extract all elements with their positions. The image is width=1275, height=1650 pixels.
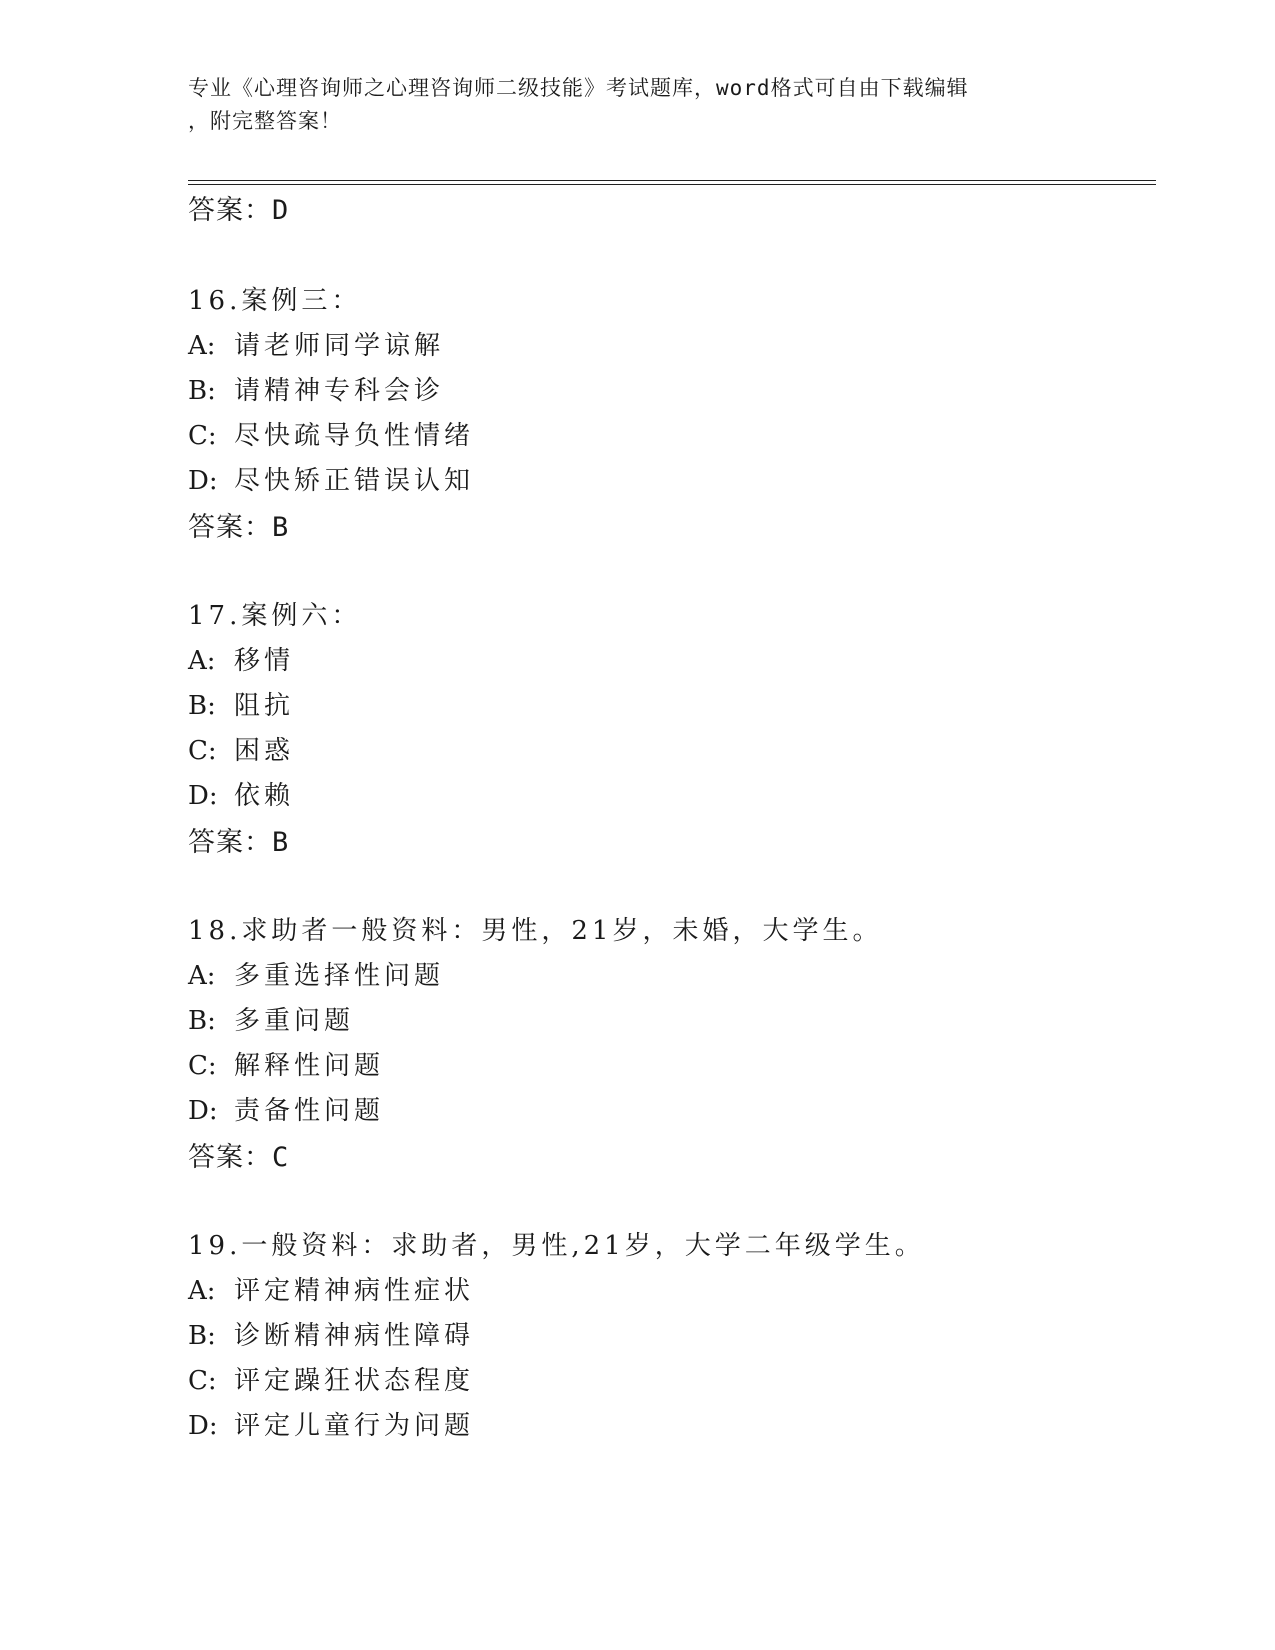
option-a: A: 移情 bbox=[188, 646, 295, 676]
question-number: 18. bbox=[188, 916, 242, 946]
question-number: 17. bbox=[188, 601, 242, 631]
question-text: 求助者一般资料：男性，21岁，未婚，大学生。 bbox=[241, 916, 883, 946]
option-c: C: 尽快疏导负性情绪 bbox=[188, 421, 475, 451]
header-line-1: 专业《心理咨询师之心理咨询师二级技能》考试题库，word格式可自由下载编辑 bbox=[188, 76, 969, 100]
question-text: 一般资料：求助者，男性,21岁，大学二年级学生。 bbox=[241, 1231, 925, 1261]
option-d: D: 评定儿童行为问题 bbox=[188, 1411, 475, 1441]
option-b: B: 诊断精神病性障碍 bbox=[188, 1321, 475, 1351]
header-divider-bottom bbox=[188, 184, 1156, 185]
document-header bbox=[188, 72, 1068, 138]
question-number: 16. bbox=[188, 286, 242, 316]
option-c: C: 困惑 bbox=[188, 736, 295, 766]
question-17 bbox=[188, 595, 361, 632]
option-b: B: 多重问题 bbox=[188, 1006, 355, 1036]
option-d: D: 责备性问题 bbox=[188, 1096, 385, 1126]
answer-value: D bbox=[272, 195, 290, 226]
header-divider-top bbox=[188, 180, 1156, 181]
question-16 bbox=[188, 280, 361, 317]
option-d: D: 依赖 bbox=[188, 781, 295, 811]
header-line-2: ，附完整答案！ bbox=[188, 109, 342, 133]
option-c: C: 解释性问题 bbox=[188, 1051, 385, 1081]
answer-value: B bbox=[272, 827, 290, 858]
question-number: 19. bbox=[188, 1231, 242, 1261]
option-a: A: 多重选择性问题 bbox=[188, 961, 445, 991]
question-19 bbox=[188, 1225, 925, 1262]
answer-value: C bbox=[272, 1142, 290, 1173]
answer-line-15: 答案：D bbox=[188, 195, 290, 226]
option-a: A: 评定精神病性症状 bbox=[188, 1276, 475, 1306]
answer-line-16: 答案：B bbox=[188, 512, 290, 543]
answer-value: B bbox=[272, 512, 290, 543]
answer-line-17: 答案：B bbox=[188, 827, 290, 858]
option-b: B: 阻抗 bbox=[188, 691, 295, 721]
question-text: 案例六： bbox=[241, 601, 362, 631]
question-text: 案例三： bbox=[241, 286, 362, 316]
option-b: B: 请精神专科会诊 bbox=[188, 376, 445, 406]
option-c: C: 评定躁狂状态程度 bbox=[188, 1366, 475, 1396]
option-d: D: 尽快矫正错误认知 bbox=[188, 466, 475, 496]
answer-line-18: 答案：C bbox=[188, 1142, 290, 1173]
question-18 bbox=[188, 910, 882, 947]
option-a: A: 请老师同学谅解 bbox=[188, 331, 445, 361]
